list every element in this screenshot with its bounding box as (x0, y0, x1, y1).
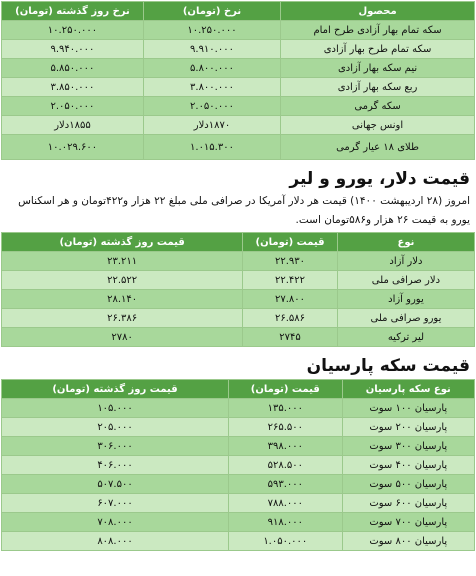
cell-product: طلای ۱۸ عیار گرمی (281, 135, 475, 160)
cell-prev-price: ۲۲.۵۲۲ (2, 271, 243, 290)
cell-type: دلار آزاد (337, 252, 474, 271)
coin-price-table (1, 1, 475, 160)
cell-price: ۹۱۸.۰۰۰ (229, 513, 343, 532)
parsian-coin-table (1, 379, 475, 551)
cell-type: پارسیان ۴۰۰ سوت (342, 456, 474, 475)
cell-price: ۲۶.۵۸۶ (243, 309, 338, 328)
col-header-prev-price: قیمت روز گذشته (تومان) (2, 233, 243, 252)
cell-price: ۳.۸۰۰.۰۰۰ (143, 78, 280, 97)
cell-price: ۱۸۷۰دلار (143, 116, 280, 135)
table-row (2, 290, 475, 309)
cell-prev-price: ۵.۸۵۰.۰۰۰ (2, 59, 144, 78)
table-row (2, 135, 475, 160)
table-row (2, 21, 475, 40)
cell-price: ۲۲.۹۳۰ (243, 252, 338, 271)
cell-price: ۱.۰۵۰.۰۰۰ (229, 532, 343, 551)
currency-price-table (1, 232, 475, 347)
col-header-coin-type: نوع سکه پارسیان (342, 380, 474, 399)
table-row (2, 456, 475, 475)
currency-section-title: قیمت دلار، یورو و لیر (289, 169, 470, 189)
cell-price: ۱۰.۲۵۰.۰۰۰ (143, 21, 280, 40)
cell-price: ۲۲.۴۲۲ (243, 271, 338, 290)
cell-price: ۵۲۸.۵۰۰ (229, 456, 343, 475)
table-row (2, 309, 475, 328)
table-row (2, 418, 475, 437)
table-row (2, 78, 475, 97)
cell-prev-price: ۵۰۷.۵۰۰ (2, 475, 229, 494)
cell-type: پارسیان ۳۰۰ سوت (342, 437, 474, 456)
cell-price: ۱.۰۱۵.۳۰۰ (143, 135, 280, 160)
col-header-type: نوع (337, 233, 474, 252)
table-header-row (2, 2, 475, 21)
table-row (2, 475, 475, 494)
col-header-price: قیمت (تومان) (229, 380, 343, 399)
table-row (2, 116, 475, 135)
table-row (2, 532, 475, 551)
table-row (2, 252, 475, 271)
table-row (2, 494, 475, 513)
cell-product: سکه تمام طرح بهار آزادی (281, 40, 475, 59)
cell-price: ۵۹۳.۰۰۰ (229, 475, 343, 494)
cell-price: ۱۳۵.۰۰۰ (229, 399, 343, 418)
cell-type: پارسیان ۲۰۰ سوت (342, 418, 474, 437)
cell-type: پارسیان ۸۰۰ سوت (342, 532, 474, 551)
table-row (2, 328, 475, 347)
cell-prev-price: ۲۳.۲۱۱ (2, 252, 243, 271)
table-row (2, 513, 475, 532)
cell-price: ۳۹۸.۰۰۰ (229, 437, 343, 456)
cell-prev-price: ۱۰.۲۵۰.۰۰۰ (2, 21, 144, 40)
table-row (2, 437, 475, 456)
cell-price: ۹.۹۱۰.۰۰۰ (143, 40, 280, 59)
cell-prev-price: ۱۰.۰۲۹.۶۰۰ (2, 135, 144, 160)
cell-product: ربع سکه بهار آزادی (281, 78, 475, 97)
cell-price: ۲.۰۵۰.۰۰۰ (143, 97, 280, 116)
col-header-price: قیمت (تومان) (243, 233, 338, 252)
col-header-product: محصول (281, 2, 475, 21)
table-row (2, 97, 475, 116)
currency-paragraph: امروز (۲۸ اردیبهشت ۱۴۰۰) قیمت هر دلار آمریکا در صرافی ملی مبلغ ۲۲ هزار و۴۲۲تومان و هر اسکناس یورو به قیمت ۲۶ هزار و۵۸۶تومان است. (18, 195, 470, 226)
cell-prev-price: ۱۸۵۵دلار (2, 116, 144, 135)
cell-prev-price: ۲۷۸۰ (2, 328, 243, 347)
table-row (2, 399, 475, 418)
cell-type: یورو صرافی ملی (337, 309, 474, 328)
cell-price: ۲۷۴۵ (243, 328, 338, 347)
cell-prev-price: ۹.۹۴۰.۰۰۰ (2, 40, 144, 59)
cell-prev-price: ۱۰۵.۰۰۰ (2, 399, 229, 418)
table-header-row (2, 380, 475, 399)
cell-prev-price: ۲۰۵.۰۰۰ (2, 418, 229, 437)
cell-type: پارسیان ۱۰۰ سوت (342, 399, 474, 418)
cell-type: پارسیان ۷۰۰ سوت (342, 513, 474, 532)
cell-price: ۷۸۸.۰۰۰ (229, 494, 343, 513)
cell-product: سکه گرمی (281, 97, 475, 116)
cell-price: ۵.۸۰۰.۰۰۰ (143, 59, 280, 78)
cell-type: پارسیان ۶۰۰ سوت (342, 494, 474, 513)
cell-product: نیم سکه بهار آزادی (281, 59, 475, 78)
cell-type: پارسیان ۵۰۰ سوت (342, 475, 474, 494)
col-header-prev-price: نرخ روز گذشته (تومان) (2, 2, 144, 21)
cell-product: اونس جهانی (281, 116, 475, 135)
cell-prev-price: ۲۶.۳۸۶ (2, 309, 243, 328)
cell-prev-price: ۲۸.۱۴۰ (2, 290, 243, 309)
cell-price: ۲۷.۸۰۰ (243, 290, 338, 309)
cell-prev-price: ۷۰۸.۰۰۰ (2, 513, 229, 532)
parsian-section-title: قیمت سکه پارسیان (306, 356, 470, 376)
cell-prev-price: ۲.۰۵۰.۰۰۰ (2, 97, 144, 116)
col-header-price: نرخ (تومان) (143, 2, 280, 21)
col-header-prev-price: قیمت روز گذشته (تومان) (2, 380, 229, 399)
cell-type: یورو آزاد (337, 290, 474, 309)
cell-prev-price: ۸۰۸.۰۰۰ (2, 532, 229, 551)
table-row (2, 59, 475, 78)
table-row (2, 271, 475, 290)
cell-prev-price: ۳۰۶.۰۰۰ (2, 437, 229, 456)
cell-type: دلار صرافی ملی (337, 271, 474, 290)
cell-prev-price: ۶۰۷.۰۰۰ (2, 494, 229, 513)
cell-type: لیر ترکیه (337, 328, 474, 347)
cell-prev-price: ۳.۸۵۰.۰۰۰ (2, 78, 144, 97)
cell-prev-price: ۴۰۶.۰۰۰ (2, 456, 229, 475)
table-header-row (2, 233, 475, 252)
cell-price: ۲۶۵.۵۰۰ (229, 418, 343, 437)
cell-product: سکه تمام بهار آزادی طرح امام (281, 21, 475, 40)
table-row (2, 40, 475, 59)
